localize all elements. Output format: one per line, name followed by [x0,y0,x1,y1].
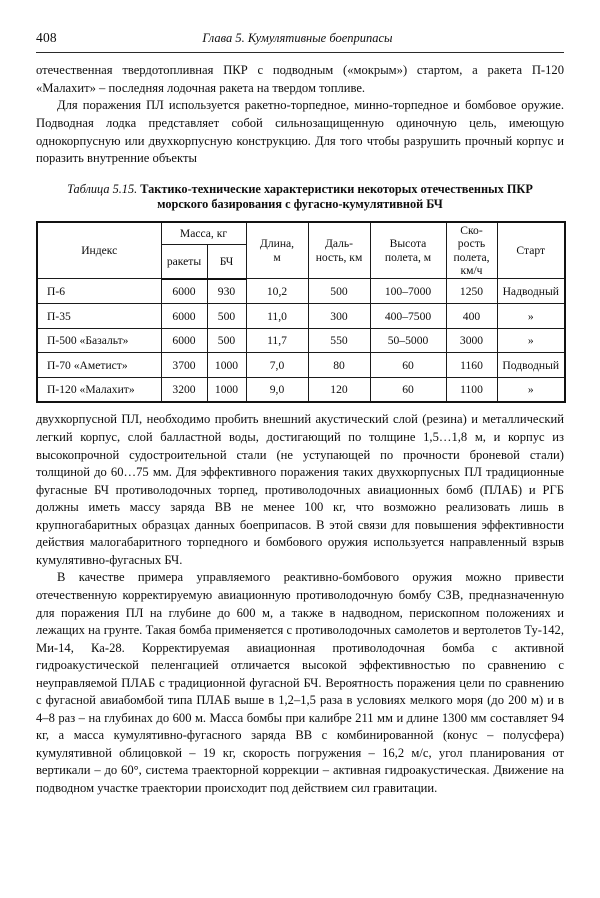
page-number: 408 [36,30,57,45]
cell-speed: 1100 [446,377,497,402]
table-caption-text: Тактико-технические характеристики некоторых отечественных ПКР морского базирования с фугасно-кумулятивной БЧ [137,181,533,212]
post-table-text [36,411,564,797]
cell-mass-rocket: 6000 [161,304,207,329]
table-row [37,377,565,402]
cell-speed: 3000 [446,328,497,353]
cell-altitude: 400–7500 [370,304,446,329]
paragraph-3: двухкорпусной ПЛ, необходимо пробить внешний акустический слой (резина) и металлический легкий корпус, слой балластной воды, достигающий по толщине 1,5…1,8 м, и корпус из высокопрочной судостроительной стали (не уступающей по прочности броневой стали) толщиной до 60…75 мм. Для эффективного поражения таких двухкорпусных ПЛ традиционные фугасные БЧ противолодочных торпед, противолодочных авиационных бомб (ПЛАБ) и РГБ должны иметь массу заряда ВВ не менее 100 кг, что возможно реализовать лишь в крупногабаритных образцах данных боеприпасов. В этой связи для повышения эффективности действия малогабаритного торпедного и бомбового оружия используется направленный взрыв кумулятивно-фугасных БЧ. [36,412,564,567]
cell-mass-rocket: 3700 [161,353,207,378]
cell-index: П-70 «Аметист» [37,353,161,378]
cell-start: Подводный [497,353,565,378]
cell-range: 500 [308,279,370,304]
header-length-line1: Длина, [259,237,295,251]
table-row [37,353,565,378]
header-speed-line4: км/ч [460,264,483,278]
specifications-table [36,221,566,404]
cell-mass-warhead: 500 [207,328,246,353]
header-rule [36,52,564,53]
header-speed-line1: Ско- [460,223,483,237]
cell-length: 11,0 [246,304,308,329]
cell-length: 11,7 [246,328,308,353]
cell-range: 300 [308,304,370,329]
cell-index: П-6 [37,279,161,304]
table-caption [36,182,564,213]
header-mass-rocket: ракеты [161,244,207,279]
cell-mass-rocket: 3200 [161,377,207,402]
header-altitude-line1: Высота [389,237,427,251]
header-speed [446,222,497,279]
chapter-title: Глава 5. Кумулятивные боеприпасы [202,31,393,45]
paragraph-2: Для поражения ПЛ используется ракетно-торпедное, минно-торпедное и бомбовое оружие. Подводная лодка представляет собой сильнозащищенную одиночную цель, имеющую однокорпусную или двухкорпусную конструкцию. Для того чтобы разрушить прочный корпус и поразить внутренние объекты [36,98,564,166]
cell-range: 80 [308,353,370,378]
header-index: Индекс [37,222,161,279]
cell-length: 7,0 [246,353,308,378]
header-range-line1: Даль- [324,237,354,251]
paragraph-1: отечественная твердотопливная ПКР с подводным («мокрым») стартом, а ракета П-120 «Малахит» – последняя лодочная ракета на твердом топливе. [36,63,564,95]
cell-range: 550 [308,328,370,353]
header-mass-warhead: БЧ [207,244,246,279]
cell-mass-rocket: 6000 [161,279,207,304]
table-header-row-1 [37,222,565,245]
cell-length: 10,2 [246,279,308,304]
header-speed-line3: полета, [453,250,490,264]
table-caption-number: Таблица 5.15. [67,181,138,196]
header-length [246,222,308,279]
cell-index: П-500 «Базальт» [37,328,161,353]
header-altitude-line2: полета, м [384,250,432,264]
cell-altitude: 100–7000 [370,279,446,304]
cell-altitude: 50–5000 [370,328,446,353]
cell-start: » [497,377,565,402]
cell-mass-warhead: 500 [207,304,246,329]
table-row [37,304,565,329]
header-length-line2: м [273,250,281,264]
table-head [37,222,565,279]
header-start: Старт [497,222,565,279]
header-range-line2: ность, км [315,250,363,264]
cell-range: 120 [308,377,370,402]
cell-start: » [497,304,565,329]
cell-index: П-35 [37,304,161,329]
header-mass-group: Масса, кг [161,222,246,245]
table-body [37,279,565,403]
table-row [37,328,565,353]
cell-index: П-120 «Малахит» [37,377,161,402]
cell-length: 9,0 [246,377,308,402]
running-head [36,30,564,48]
header-range [308,222,370,279]
cell-speed: 1160 [446,353,497,378]
table-row [37,279,565,304]
cell-mass-warhead: 1000 [207,377,246,402]
header-altitude [370,222,446,279]
cell-mass-warhead: 1000 [207,353,246,378]
cell-mass-warhead: 930 [207,279,246,304]
cell-start: » [497,328,565,353]
paragraph-4: В качестве примера управляемого реактивно-бомбового оружия можно привести отечественную корректируемую авиационную противолодочную бомбу СЗВ, предназначенную для поражения ПЛ на глубине до 600 м, а также в надводном, перископном положениях и лежащих на грунте. Такая бомба применяется с противолодочных самолетов и вертолетов Ту-142, Ми-14, Ка-28. Корректируемая авиационная противолодочная бомба с активной гидроакустической пеленгацией отличается высокой эффективностью по сравнению с неуправляемой ПЛАБ с традиционной фугасной БЧ. Вероятность поражения цели по сравнению с фугасной авиабомбой типа ПЛАБ выше в 1,2–1,5 раза в условиях мелкого моря (до 200 м) и в 4–8 раз – на глубинах до 600 м. Масса бомбы при калибре 211 мм и длине 1300 мм составляет 94 кг, а масса кумулятивно-фугасного заряда ВВ с комбинированной (конус – полусфера) кумулятивной облицовкой – 19 кг, скорость погружения – 16,2 м/с, угол планирования от вертикали – до 60°, система траекторной коррекции – активная гидроакустическая. Движение на подводном участке траектории происходит под действием сил гравитации. [36,570,564,795]
header-speed-line2: рость [457,237,486,251]
cell-speed: 400 [446,304,497,329]
cell-start: Надводный [497,279,565,304]
cell-speed: 1250 [446,279,497,304]
cell-altitude: 60 [370,353,446,378]
cell-altitude: 60 [370,377,446,402]
cell-mass-rocket: 6000 [161,328,207,353]
